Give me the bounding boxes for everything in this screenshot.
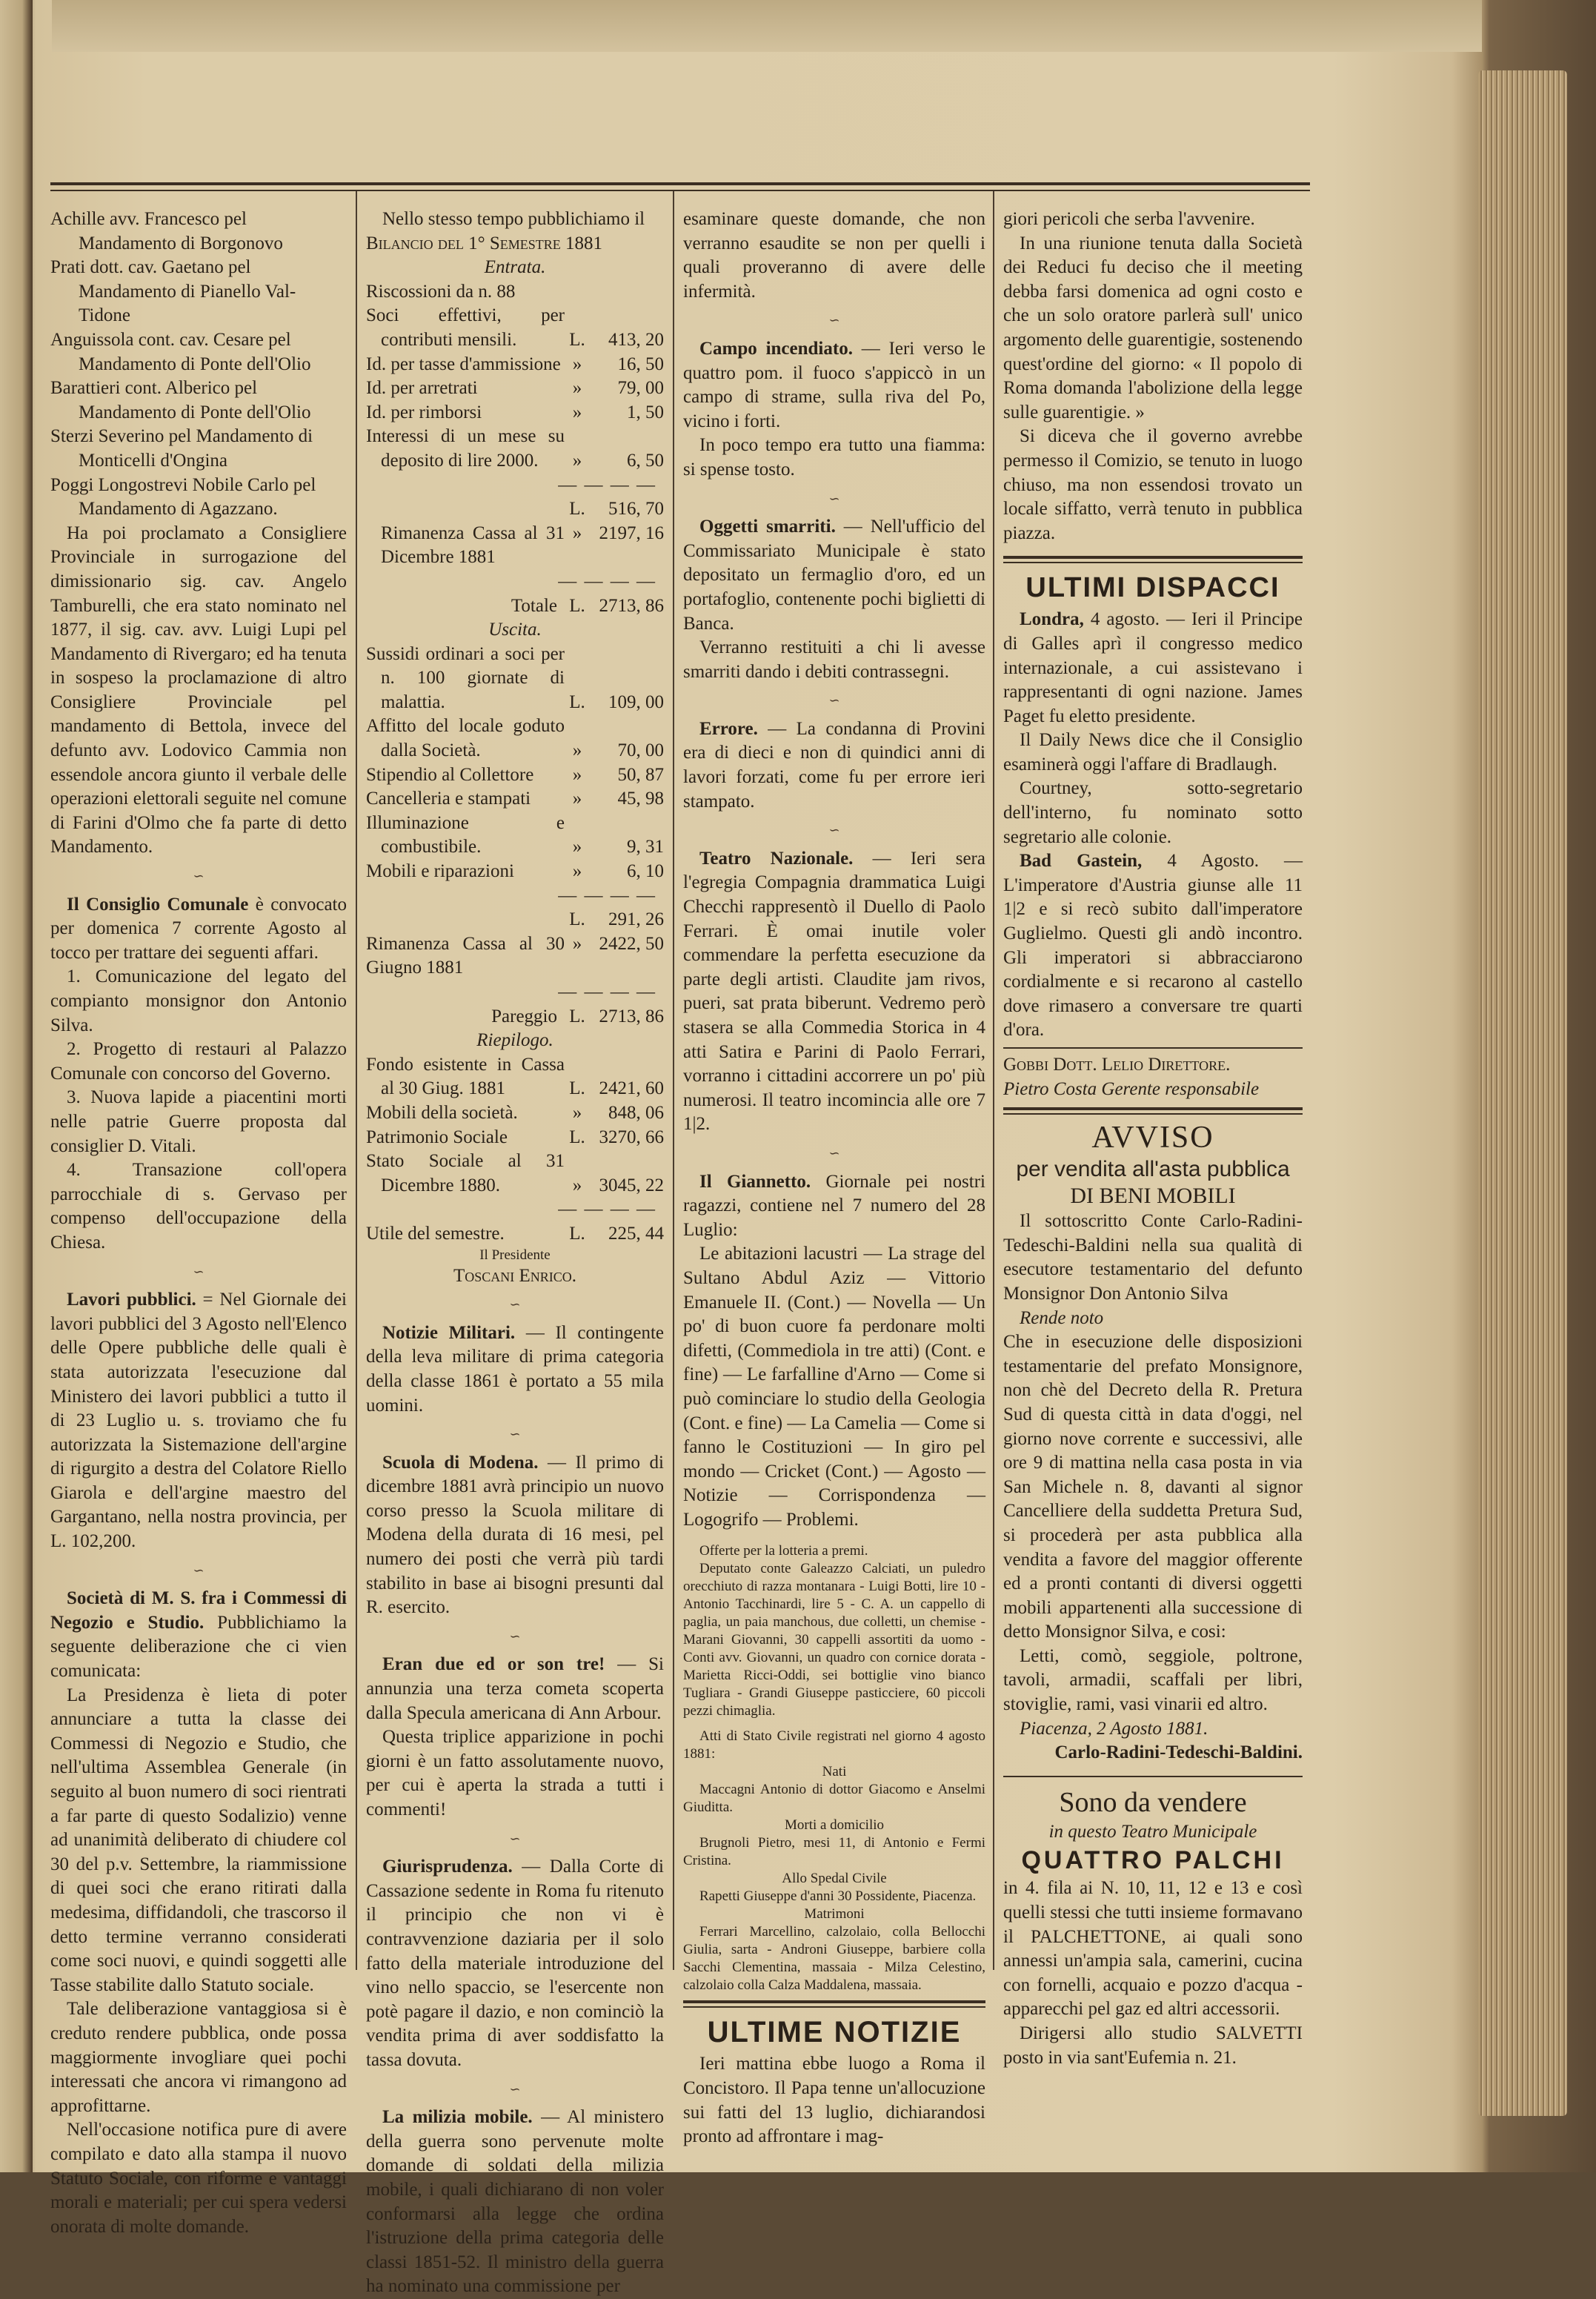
budget-row: Interessi di un mese su deposito di lire 2000. » 6, 50 [366, 426, 664, 471]
ornament-divider: ∽ [828, 823, 840, 838]
article-paragraph: Tale deliberazione vantaggiosa si è creduto rendere pubblica, onde possa maggiormente invogliare quei pochi interessati che ancora vi rimangono ad approfittarne. [50, 1999, 347, 2116]
article-paragraph: Oggetti smarriti. — Nell'ufficio del Commissariato Municipale è stato depositato un fermaglio d'oro, ed un portafoglio, contenente pochi biglietti di Banca. [683, 517, 985, 634]
article-paragraph: Società di M. S. fra i Commessi di Negozio e Studio. Pubblichiamo la seguente deliberazione che ci vien comunicata: [50, 1588, 347, 1682]
rimanenza-giugno: Rimanenza Cassa al 30 Giugno 1881 » 2422, 50 [366, 933, 664, 978]
bilancio-title: Bilancio del 1° Semestre 1881 [366, 233, 603, 253]
lead-in: La milizia mobile. [382, 2107, 533, 2128]
nati-heading: Nati [822, 1764, 847, 1780]
lead-in: Notizie Militari. [382, 1322, 516, 1343]
avviso-p1: Il sottoscritto Conte Carlo-Radini-Tedeschi-Baldini nella sua qualità di esecutore testamentario del defunto Monsignor Don Antonio Silva [1003, 1211, 1303, 1304]
column-3-news [683, 208, 985, 1532]
lead-in: Eran due ed or son tre! [382, 1654, 605, 1675]
budget-row: Stipendio al Collettore » 50, 87 [366, 764, 664, 785]
avviso-p3: Letti, comò, seggiole, poltrone, tavoli, armadii, scaffali per libri, stoviglie, rami, vasi vinarii ed altro. [1003, 1645, 1303, 1715]
budget-row: Cancelleria e stampati » 45, 98 [366, 789, 664, 809]
lotteria-block [683, 1542, 985, 1994]
spedal-heading: Allo Spedal Civile [782, 1871, 887, 1887]
section-rule [1003, 1107, 1303, 1110]
dispacci-paras [1003, 608, 1303, 1043]
matrimoni-text: Ferrari Marcellino, calzolaio, colla Bellocchi Giulia, sarta - Androni Giuseppe, barbiere colla Sacchi Clementina, massaia - Milza Celestino, calzolaio colla Calza Maddalena, massaia. [683, 1924, 985, 1994]
quattro-palchi: QUATTRO PALCHI [1021, 1846, 1285, 1875]
avviso-p2: Che in esecuzione delle disposizioni testamentarie del prefato Monsignore, non chè del Decreto della R. Pretura Sud di questa città in data d'oggi, nel giorno nove corrente e successivi, alle ore 9 di mattina nella casa posta in via San Michele n. 8, davanti al signor Cancelliere della suddetta Pretura Sud, si procederà per asta pubblica alla vendita a favore del maggior offerente ed a pronti contanti di diversi oggetti mobili appartenenti alla successione di detto Monsignor Silva, e cosi: [1003, 1332, 1303, 1642]
article-paragraph: Teatro Nazionale. — Ieri sera l'egregia Compagnia drammatica Luigi Checchi rappresentò il Duello di Paolo Ferrari. È omai inutile voler commendare la perfetta esecuzione da parte degli artisti. Claudite jam rivos, pueri, sat prata biberunt. Vedremo però stasera se alla Commedia Storica in 4 atti Satira e Parini di Paolo Ferrari, vorranno i cittadini accorrere un po' più numerosi. Il teatro incomincia alle ore 7 1|2. [683, 848, 985, 1135]
ornament-divider: ∽ [509, 1297, 521, 1313]
dispaccio-paragraph: Il Daily News dice che il Consiglio esaminerà oggi l'affare di Bradlaugh. [1003, 730, 1303, 774]
nati-text: Maccagni Antonio di dottor Giacomo e Anselmi Giuditta. [683, 1782, 985, 1816]
previous-page-edge [0, 0, 33, 2172]
ultimi-dispacci-title: ULTIMI DISPACCI [1025, 572, 1280, 604]
article-paragraph: Verranno restituiti a chi li avesse smarriti dando i debiti contrassegni. [683, 637, 985, 682]
gerente-line: Pietro Costa Gerente responsabile [1003, 1078, 1260, 1099]
vendere-title: Sono da vendere [1059, 1786, 1247, 1818]
article-paragraph: Ha poi proclamato a Consigliere Provinciale in surrogazione del dimissionario sig. cav. Angelo Tamburelli, che era stato nominato nel 1877, il sig. cav. avv. Luigi Lupi pel Mandamento di Rivergaro; ed ha tenuta in sospeso la proclamazione di altro Consigliere Provinciale pel mandamento di Bettola, invece del defunto avv. Lodovico Cammia non essendole ancora giunto il verbale delle operazioni elettorali seguite nel comune di Farini d'Olmo che fa parte di detto Mandamento. [50, 522, 347, 857]
ornament-divider: ∽ [828, 693, 840, 709]
column-2-news [366, 1293, 664, 2299]
section-rule-thin [1003, 562, 1303, 563]
article-paragraph: Lavori pubblici. = Nel Giornale dei lavori pubblici del 3 Agosto nell'Elenco delle Opere pubbliche delle quali è stata autorizzata l'esecuzione dal Ministero dei lavori pubblici a tutto il di 23 Luglio u. s. troviamo che fu autorizzata la Sistemazione dell'argine di rigurgito a destra del Colatore Riello Giarola e dell'argine maestro del Gargantano, nella nostra provincia, per L. 102,200. [50, 1290, 348, 1552]
rende-noto: Rende noto [1020, 1307, 1104, 1328]
sum-dashes: — — — — [558, 474, 656, 495]
bilancio-intro: Nello stesso tempo pubblichiamo il [382, 209, 645, 229]
article-paragraph: La milizia mobile. — Al ministero della guerra sono pervenute molte domande di soldati della milizia mobile, i quali dichiarano di non voler conformarsi alla legge che ordina l'istruzione della prima categoria delle classi 1851-52. Il ministro della guerra ha nominato una commissione per [366, 2107, 664, 2297]
ornament-divider: ∽ [193, 1264, 205, 1279]
budget-row: Affitto del locale goduto dalla Società. » 70, 00 [366, 716, 664, 761]
sum-dashes: — — — — [558, 571, 656, 591]
article-paragraph: Errore. — La condanna di Provini era di dieci e non di quindici anni di lavori forzati, come fu per errore ieri stampato. [683, 718, 985, 812]
article-paragraph: giori pericoli che serba l'avvenire. [1003, 209, 1255, 229]
article-paragraph: Achille avv. Francesco pel Mandamento di Borgonovo [50, 209, 283, 253]
ornament-divider: ∽ [828, 1145, 840, 1161]
vendere-p2: Dirigersi allo studio SALVETTI posto in via sant'Eufemia n. 21. [1003, 2023, 1303, 2068]
avviso-block [1003, 1119, 1303, 1765]
lead-in: Errore. [699, 718, 758, 739]
spedal-text: Rapetti Giuseppe d'anni 30 Possidente, Piacenza. [699, 1888, 977, 1905]
totale-row: Totale L. 2713, 86 [511, 595, 664, 616]
entrata-rows [366, 304, 664, 473]
budget-row: Id. per arretrati » 79, 00 [366, 378, 664, 399]
budget-row: Mobili della società. » 848, 06 [366, 1102, 664, 1123]
vendere-p1: in 4. fila ai N. 10, 11, 12 e 13 e così quelli stessi che tutti insieme formavano il PALCHETTONE, ai quali sono annessi un'ampia sala, camerini, cucina con fornelli, acquaio e pozzo d'acqua - apparecchi pel gaz ed altri accessorii. [1003, 1878, 1303, 2020]
sum-dashes: — — — — [558, 885, 656, 906]
avviso-title: AVVISO [1091, 1121, 1214, 1155]
avviso-subtitle-2: DI BENI MOBILI [1070, 1184, 1236, 1209]
article-paragraph: Si diceva che il governo avrebbe permesso il Comizio, se tenuto in luogo chiuso, ma non essendosi trovato un locale siffatto, verrà tenuto in pubblica piazza. [1003, 426, 1303, 543]
lead-in: Giurisprudenza. [382, 1857, 513, 1877]
lead-in: Teatro Nazionale. [699, 848, 854, 869]
entrata-heading: Entrata. [484, 257, 546, 278]
article-paragraph: Giurisprudenza. — Dalla Corte di Cassazione sedente in Roma fu ritenuto il principio che non vi è contravvenzione daziaria per il solo fatto della materiale introduzione del vino nello spaccio, se l'esercente non potè pagare il dazio, e non cominciò la vendita prima di aver soddisfatto la tassa dovuta. [366, 1857, 664, 2070]
budget-row: Fondo esistente in Cassa al 30 Giug. 1881 L. 2421, 60 [366, 1054, 664, 1099]
ornament-divider: ∽ [193, 1562, 205, 1578]
article-paragraph: Prati dott. cav. Gaetano pel Mandamento di Pianello Val-Tidone [50, 257, 296, 326]
section-rule [683, 2000, 985, 2003]
top-rule-thin [50, 190, 1310, 191]
avviso-subtitle: per vendita all'asta pubblica [1016, 1157, 1290, 1182]
article-paragraph: In una riunione tenuta dalla Società dei Reduci fu deciso che il meeting debba farsi domenica ad ogni costo e che un solo oratore parlerà sull' unico argomento delle guarentigie, sostenendo quest'ordine del giorno: « Il popolo di Roma domanda l'abolizione della legge sulle guarentigie. » [1003, 233, 1303, 422]
vendere-block [1003, 1785, 1303, 2070]
uscita-rows [366, 643, 664, 884]
article-paragraph: 3. Nuova lapide a piacentini morti nelle patrie Guerre proposta dal consiglier D. Vitali. [50, 1087, 347, 1156]
column-4-news [1003, 208, 1303, 545]
presidente-signature: Toscani Enrico. [453, 1265, 577, 1286]
ornament-divider: ∽ [509, 1831, 521, 1846]
presidente-label: Il Presidente [479, 1247, 551, 1263]
vendere-subtitle: in questo Teatro Municipale [1048, 1821, 1257, 1842]
budget-row: Soci effettivi, per contributi mensili. L. 413, 20 [366, 305, 664, 350]
article-paragraph: esaminare queste domande, che non verranno esaudite se non per quelli i quali proveranno di avere delle infermità. [683, 209, 985, 302]
lead-in: Bad Gastein, [1020, 851, 1143, 872]
column-1 [50, 208, 348, 2237]
budget-row: Mobili e riparazioni » 6, 10 [366, 861, 664, 882]
article-paragraph: Il Consiglio Comunale è convocato per domenica 7 corrente Agosto al tocco per trattare dei seguenti affari. [50, 894, 347, 963]
article-paragraph: 1. Comunicazione del legato del compianto monsignor don Antonio Silva. [50, 966, 347, 1035]
sum-dashes: — — — — [558, 1199, 656, 1220]
section-rule [1003, 1776, 1303, 1777]
section-rule-thin [683, 2006, 985, 2008]
column-divider-1 [356, 191, 357, 1970]
budget-row: Stato Sociale al 31 Dicembre 1880. » 3045, 22 [366, 1151, 664, 1195]
page-top-margin [52, 0, 1482, 52]
pareggio-row: Pareggio L. 2713, 86 [491, 1006, 664, 1026]
avviso-date: Piacenza, 2 Agosto 1881. [1020, 1718, 1208, 1739]
article-paragraph: Scuola di Modena. — Il primo di dicembre 1881 avrà principio un nuovo corso presso la Scuola militare di Modena della durata di 16 mesi, pel numero dei posti che verrà più tardi stabilito in base ai bisogni presunti dal R. esercito. [366, 1452, 665, 1618]
ornament-divider: ∽ [509, 1427, 521, 1442]
ornament-divider: ∽ [828, 491, 840, 506]
article-paragraph: Il Giannetto. Giornale pei nostri ragazzi, contiene nel 7 numero del 28 Luglio: [683, 1171, 986, 1240]
lead-in: Il Consiglio Comunale [67, 894, 249, 915]
article-paragraph: Anguissola cont. cav. Cesare pel Mandamento di Ponte dell'Olio [50, 329, 311, 374]
lead-in: Il Giannetto. [699, 1171, 811, 1192]
offerte-text: Deputato conte Galeazzo Calciati, un puledro orecchiuto di razza montanara - Luigi Botti, lire 10 - Antonio Tacchinardi, lire 5 - C. A. un cappello di paglia, un paia manchous, due colletti, un chemise - Marani Giovanni, 30 cappelli assortiti da uomo - Conti avv. Giovanni, un quadro con cornice dorata - Marietta Ricci-Oddi, sei bottiglie vino bianco Tugliara - Grandi Giuseppe pasticciere, 60 piccoli pezzi chimaglia. [683, 1561, 985, 1719]
article-paragraph: In poco tempo era tutto una fiamma: si spense tosto. [683, 435, 985, 480]
riscossioni-label: Riscossioni da n. 88 [366, 281, 516, 302]
column-4 [1003, 208, 1303, 2068]
signature-rule [1003, 1047, 1303, 1049]
section-rule-thin [1003, 1113, 1303, 1115]
budget-row: Id. per rimborsi » 1, 50 [366, 402, 664, 422]
budget-row: Id. per tasse d'ammissione » 16, 50 [366, 354, 664, 374]
column-2 [366, 208, 665, 2297]
lead-in: Campo incendiato. [699, 338, 853, 359]
direttore-line: Gobbi Dott. Lelio Direttore. [1003, 1055, 1231, 1075]
column-3 [683, 208, 986, 2147]
article-paragraph: Campo incendiato. — Ieri verso le quattro pom. il fuoco s'appiccò in un campo di strame, sulla riva del Po, vicino i forti. [683, 338, 986, 431]
dispaccio-paragraph: Courtney, sotto-segretario dell'interno, fu nominato sotto segretario alle colonie. [1003, 778, 1303, 847]
utile-row: Utile del semestre. L. 225, 44 [366, 1223, 664, 1244]
article-paragraph: Poggi Longostrevi Nobile Carlo pel Mandamento di Agazzano. [50, 474, 316, 520]
article-paragraph: 4. Transazione coll'opera parrocchiale di s. Gervaso per compenso dell'occupazione della Chiesa. [50, 1160, 347, 1253]
article-paragraph: Barattieri cont. Alberico pel Mandamento di Ponte dell'Olio [50, 378, 311, 422]
lead-in: Londra, [1020, 609, 1084, 630]
column-divider-2 [673, 191, 674, 1970]
offerte-title: Offerte per la lotteria a premi. [699, 1543, 868, 1559]
article-paragraph: Nell'occasione notifica pure di avere compilato e dato alla stampa il nuovo Statuto Sociale, con riforme e vantaggi morali e materiali; per cui spera vedersi onorata di molte domande. [50, 2120, 347, 2237]
morti-heading: Morti a domicilio [784, 1817, 885, 1834]
budget-row: Sussidi ordinari a soci per n. 100 giornate di malattia. L. 109, 00 [366, 643, 664, 712]
book-page-edges [1478, 70, 1567, 2116]
atti-title: Atti di Stato Civile registrati nel giorno 4 agosto 1881: [683, 1728, 985, 1762]
sum-dashes: — — — — [558, 982, 656, 1002]
lead-in: Oggetti smarriti. [699, 517, 836, 537]
ornament-divider: ∽ [509, 2081, 521, 2097]
top-rule [50, 182, 1310, 185]
dispaccio-paragraph: Londra, 4 agosto. — Ieri il Principe di Galles aprì il congresso medico internazionale, a cui assistevano i rappresentanti di ogni nazione. James Paget fu eletto presidente. [1003, 609, 1303, 726]
ornament-divider: ∽ [193, 869, 205, 884]
uscita-heading: Uscita. [488, 620, 542, 640]
budget-row: Illuminazione e combustibile. » 9, 31 [366, 812, 664, 857]
article-paragraph: Eran due ed or son tre! — Si annunzia una terza cometa scoperta dalla Specula americana di Ann Arbour. [366, 1654, 664, 1723]
lead-in: Lavori pubblici. [67, 1290, 196, 1310]
ultime-notizie-title: ULTIME NOTIZIE [707, 2016, 962, 2049]
lead-in: Società di M. S. fra i Commessi di Negozio e Studio. [50, 1588, 347, 1633]
column-divider-3 [993, 191, 994, 1970]
article-paragraph: Sterzi Severino pel Mandamento di Monticelli d'Ongina [50, 426, 313, 471]
section-rule [1003, 556, 1303, 559]
subtotal-entrata: L. 516, 70 [569, 499, 664, 520]
lead-in: Scuola di Modena. [382, 1452, 539, 1473]
ornament-divider: ∽ [509, 1628, 521, 1644]
matrimoni-heading: Matrimoni [804, 1906, 865, 1923]
avviso-signature: Carlo-Radini-Tedeschi-Baldini. [1054, 1742, 1303, 1763]
dispaccio-paragraph: Bad Gastein, 4 Agosto. — L'imperatore d'Austria giunse alle 11 1|2 e si recò subito dall'imperatore Guglielmo. Questi gli andò incontro. Gli imperatori si abbracciarono cordialmente e si recarono al castello dove rimasero a conversare tre quarti d'ora. [1003, 851, 1303, 1041]
morti-text: Brugnoli Pietro, mesi 11, di Antonio e Fermi Cristina. [683, 1835, 985, 1869]
rimanenza-dicembre: Rimanenza Cassa al 31 Dicembre 1881 » 2197, 16 [381, 522, 664, 568]
article-paragraph: Le abitazioni lacustri — La strage del Sultano Abdul Aziz — Vittorio Emanuele II. (Cont.) — Novella — Un po' di buon cuore fa perdonare molti difetti, (Commediola in tre atti) (Cont. e fine) — Le farfalline d'Arno — Come si può cominciare lo studio della Geologia (Cont. e fine) — La Camelia — Come si fanno le Costituzioni — In giro pel mondo — Cricket (Cont.) — Agosto — Notizie — Corrispondenza — Logogrifo — Problemi. [683, 1244, 985, 1530]
article-paragraph: Questa triplice apparizione in pochi giorni è un fatto assolutamente nuovo, per cui è aperta la strada a tutti i commenti! [366, 1727, 664, 1819]
budget-row: Patrimonio Sociale L. 3270, 66 [366, 1127, 664, 1147]
article-paragraph: 2. Progetto di restauri al Palazzo Comunale con concorso del Governo. [50, 1039, 347, 1084]
article-paragraph: La Presidenza è lieta di poter annunciare a tutta la classe dei Commessi di Negozio e Studio, che nell'ultima Assemblea Generale (in seguito al buon numero di soci rientrati a far parte di questo Sodalizio) venne ad unanimità deliberato di chiudere col 30 del p.v. Settembre, la riammissione di quei soci che erano ritirati dalla medesima, diffidandoli, che trascorso il detto termine verranno considerati come soci nuovi, e quindi soggetti alle Tasse stabilite dallo Statuto sociale. [50, 1685, 347, 1995]
article-paragraph: Notizie Militari. — Il contingente della leva militare di prima categoria della classe 1861 è portato a 55 mila uomini. [366, 1322, 665, 1416]
riepilogo-heading: Riepilogo. [476, 1030, 553, 1051]
ornament-divider: ∽ [828, 313, 840, 328]
riepilogo-rows [366, 1053, 664, 1198]
ultime-notizie-text: Ieri mattina ebbe luogo a Roma il Concistoro. Il Papa tenne un'allocuzione sui fatti del 13 luglio, dichiarandosi pronto ad affrontare i mag- [683, 2054, 985, 2147]
subtotal-uscita: L. 291, 26 [569, 909, 664, 930]
